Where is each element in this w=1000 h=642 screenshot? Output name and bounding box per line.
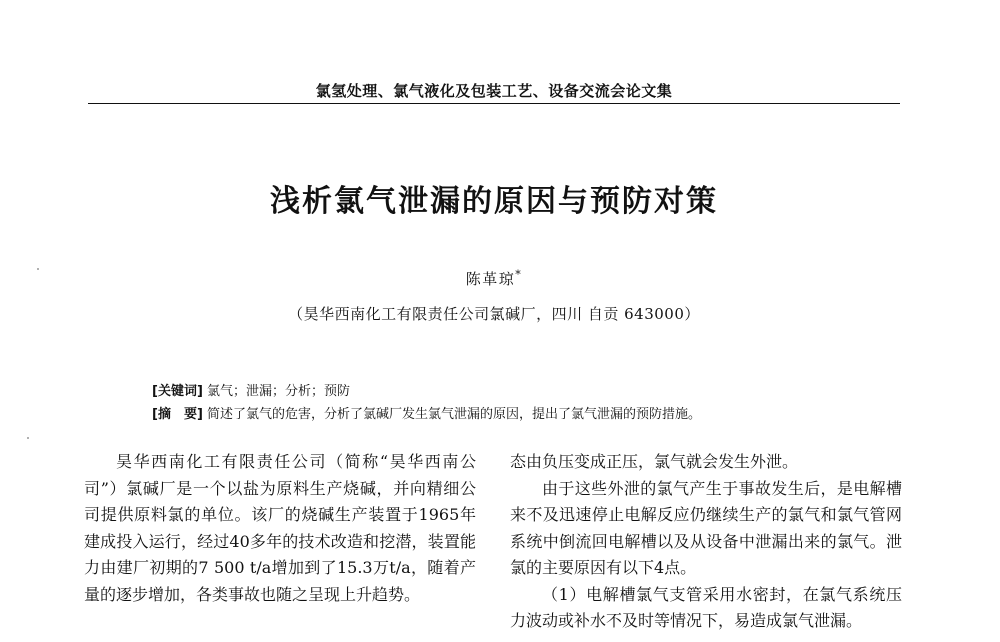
author-name: 陈革琼: [465, 270, 516, 288]
abstract-text: 简述了氯气的危害，分析了氯碱厂发生氯气泄漏的原因，提出了氯气泄漏的预防措施。: [207, 407, 702, 422]
body-column-left: [84, 449, 476, 608]
body-paragraph-continuation: 态由负压变成正压，氯气就会发生外泄。: [510, 452, 799, 471]
keywords-line: [152, 380, 350, 399]
keywords-label: [关键词]: [152, 384, 203, 399]
body-column-right: [510, 449, 902, 635]
abstract-line: [152, 403, 701, 422]
author-footnote-mark: *: [515, 268, 523, 281]
body-paragraph: 昊华西南化工有限责任公司（简称“昊华西南公司”）氯碱厂是一个以盐为原料生产烧碱，并向精细公司提供原料氯的单位。该厂的烧碱生产装置于1965年建成投入运行，经过40多年的技术改造和挖潜，装置能力由建厂初期的7 500 t/a增加到了15.3万t/a，随着产量的逐步增加，各类事故也随之呈现上升趋势。: [84, 452, 476, 604]
journal-header: 氯氢处理、氯气液化及包装工艺、设备交流会论文集: [315, 82, 673, 100]
author-line: [88, 268, 900, 289]
affiliation: （昊华西南化工有限责任公司氯碱厂，四川 自贡 643000）: [288, 305, 700, 323]
abstract-label: [摘 要]: [152, 407, 203, 422]
body-paragraph: （1）电解槽氯气支管采用水密封，在氯气系统压力波动或补水不及时等情况下，易造成氯气泄漏。: [510, 584, 902, 630]
article-title: 浅析氯气泄漏的原因与预防对策: [270, 184, 718, 219]
body-paragraph: 由于这些外泄的氯气产生于事故发生后，是电解槽来不及迅速停止电解反应仍继续生产的氯气和氯气管网系统中倒流回电解槽以及从设备中泄漏出来的氯气。泄氯的主要原因有以下4点。: [510, 478, 902, 577]
header-rule: [88, 103, 900, 104]
scan-speck: [37, 268, 39, 270]
scan-speck: [27, 437, 29, 439]
keywords-text: 氯气；泄漏；分析；预防: [207, 384, 351, 399]
